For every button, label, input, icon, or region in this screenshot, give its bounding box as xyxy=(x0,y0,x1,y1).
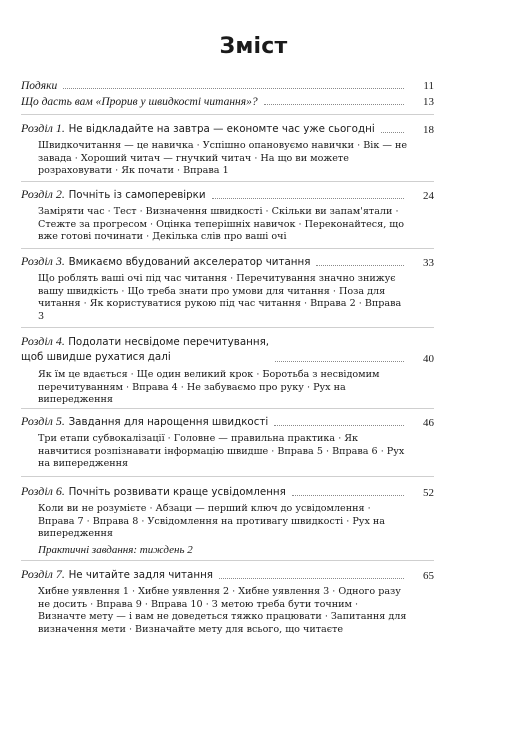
chapter-prefix: Розділ 3. xyxy=(21,254,65,268)
chapter-name: Завдання для нарощення швидкості xyxy=(68,416,269,428)
practice-tasks-label: Практичні завдання: тиждень 2 xyxy=(38,543,193,556)
dot-leader xyxy=(212,198,404,199)
chapter-name: Не читайте задля читання xyxy=(68,569,213,581)
toc-entry-label: Що дасть вам «Прорив у швидкості читання»? xyxy=(21,96,258,108)
chapter-title xyxy=(21,187,206,202)
dot-leader xyxy=(381,132,404,133)
dot-leader xyxy=(275,361,404,362)
chapter-prefix: Розділ 7. xyxy=(21,567,65,581)
chapter-title xyxy=(21,121,375,136)
page-title: Зміст xyxy=(219,34,288,59)
toc-page-number: 40 xyxy=(423,353,434,365)
chapter-description: Швидкочитання — це навичка · Успішно опановуємо навички · Вік — не завада · Хороший читач — гнучкий читач · На що ви можете розраховувати · Як почати · Вправа 1 xyxy=(38,140,408,176)
chapter-description: Три етапи субвокалізації · Головне — правильна практика · Як навчитися розпізнавати інформацію швидше · Вправа 5 · Вправа 6 · Рух на випередження xyxy=(38,433,405,469)
toc-entry-chapter-1[interactable] xyxy=(21,121,434,178)
chapter-description: Коли ви не розумієте · Абзаци — перший ключ до усвідомлення · Вправа 7 · Вправа 8 · Усвідомлення на противагу швидкості · Рух на випередження xyxy=(38,503,386,539)
toc-entry-introduction[interactable] xyxy=(21,96,434,108)
toc-page-number: 46 xyxy=(423,417,434,429)
chapter-name-line-1: Подолати несвідоме перечитування, xyxy=(68,336,270,348)
divider xyxy=(21,181,434,182)
divider xyxy=(21,248,434,249)
divider xyxy=(21,327,434,328)
chapter-description: Як їм це вдається · Ще один великий крок · Боротьба з несвідомим перечитуванням · Вправа 4 · Не забуваємо про руку · Рух на випередження xyxy=(38,369,380,405)
toc-entry-chapter-2[interactable] xyxy=(21,187,434,244)
toc-entry-chapter-5[interactable] xyxy=(21,414,434,471)
chapter-prefix: Розділ 4. xyxy=(21,334,65,348)
dot-leader xyxy=(63,88,404,89)
chapter-name: Не відкладайте на завтра — економте час уже сьогодні xyxy=(68,123,375,135)
chapter-description: Заміряти час · Тест · Визначення швидкості · Скільки ви запам'ятали · Стежте за прогресом · Оцінка теперішніх навичок · Переконайтеся, що вже готові починати · Декілька слів про ваші очі xyxy=(38,206,404,242)
divider xyxy=(21,408,434,409)
chapter-prefix: Розділ 6. xyxy=(21,484,65,498)
toc-page-number: 33 xyxy=(423,257,434,269)
chapter-name-line-2: щоб швидше рухатися далі xyxy=(21,351,171,363)
chapter-title xyxy=(21,254,310,269)
toc-page-number: 65 xyxy=(423,570,434,582)
toc-entry-acknowledgements[interactable] xyxy=(21,80,434,92)
toc-entry-chapter-4[interactable] xyxy=(21,334,434,407)
divider xyxy=(21,476,434,477)
toc-entry-chapter-3[interactable] xyxy=(21,254,434,323)
chapter-name: Почніть із самоперевірки xyxy=(68,189,206,201)
toc-page-number: 13 xyxy=(423,96,434,108)
dot-leader xyxy=(316,265,404,266)
chapter-prefix: Розділ 1. xyxy=(21,121,65,135)
toc-entry-chapter-6[interactable] xyxy=(21,484,434,556)
chapter-name: Почніть розвивати краще усвідомлення xyxy=(68,486,286,498)
chapter-title xyxy=(21,484,286,499)
chapter-prefix: Розділ 2. xyxy=(21,187,65,201)
chapter-title xyxy=(21,334,269,365)
toc-page-number: 11 xyxy=(423,80,434,92)
divider xyxy=(21,114,434,115)
chapter-title xyxy=(21,414,268,429)
dot-leader xyxy=(274,425,404,426)
chapter-name: Вмикаємо вбудований акселератор читання xyxy=(68,256,311,268)
dot-leader xyxy=(219,578,404,579)
chapter-prefix: Розділ 5. xyxy=(21,414,65,428)
chapter-description: Хибне уявлення 1 · Хибне уявлення 2 · Хибне уявлення 3 · Одного разу не досить · Вправа 9 · Вправа 10 · З метою треба бути точним · Визначте мету — і вам не доведеться тяжко працювати · Запитання для визначення мети · Визначайте мету для всього, що читаєте xyxy=(38,586,407,635)
toc-page-number: 24 xyxy=(423,190,434,202)
toc-page-number: 52 xyxy=(423,487,434,499)
dot-leader xyxy=(292,495,404,496)
chapter-title xyxy=(21,567,213,582)
toc-entry-label: Подяки xyxy=(21,80,58,92)
dot-leader xyxy=(264,104,404,105)
toc-page-number: 18 xyxy=(423,124,434,136)
toc-entry-chapter-7[interactable] xyxy=(21,567,434,636)
divider xyxy=(21,560,434,561)
chapter-description: Що роблять ваші очі під час читання · Перечитування значно знижує вашу швидкість · Що треба знати про умови для читання · Поза для читання · Як користуватися рукою під час читання · Вправа 2 · Вправа 3 xyxy=(38,273,402,322)
